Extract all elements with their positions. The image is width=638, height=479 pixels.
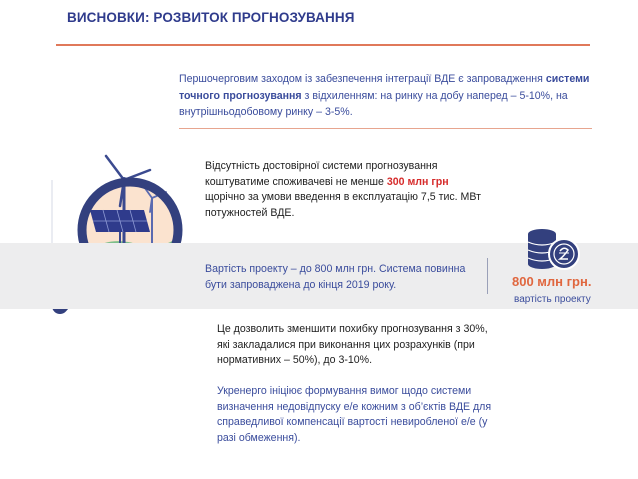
page-title: ВИСНОВКИ: РОЗВИТОК ПРОГНОЗУВАННЯ <box>67 10 355 25</box>
project-cost-caption: вартість проекту <box>514 294 591 305</box>
cost-warning-start: Відсутність достовірної системи прогнозування коштуватиме споживачеві не менше <box>205 160 438 188</box>
cost-warning-paragraph <box>205 159 485 221</box>
band-divider <box>487 258 488 294</box>
magnifier-wind-solar-icon <box>40 140 210 340</box>
intro-divider <box>179 128 592 129</box>
project-cost-text: Вартість проекту – до 800 млн грн. Система повинна бути запроваджена до кінця 2019 року. <box>205 263 466 291</box>
ukrenergo-initiative-paragraph: Укренерго ініціює формування вимог щодо системи визначення недовідпуску е/е кожним з об’єктів ВДЕ для справедливої компенсації вартості невиробленої е/е (у разі обмеження). <box>217 385 492 444</box>
intro-text-start: Першочерговим заходом із забезпечення інтеграції ВДЕ є запровадження <box>179 73 546 85</box>
title-divider <box>56 44 590 46</box>
cost-highlight: 300 млн грн <box>386 175 449 188</box>
cost-warning-end: щорічно за умови введення в експлуатацію 7,5 тис. МВт потужностей ВДЕ. <box>205 191 481 219</box>
intro-bold-phrase: системи точного прогнозування <box>179 73 590 102</box>
intro-paragraph <box>179 71 599 121</box>
hryvnia-coins-icon <box>524 226 584 272</box>
project-cost-amount: 800 млн грн. <box>512 274 592 289</box>
intro-text-end: з відхиленням: на ринку на добу наперед – 5-10%, на внутрішньодобовому ринку – 3-5%. <box>179 89 568 118</box>
error-reduction-paragraph: Це дозволить зменшити похибку прогнозування з 30%, які закладалися при виконання цих розрахунків (при нормативних – 50%), до 3-10%. <box>217 323 488 367</box>
